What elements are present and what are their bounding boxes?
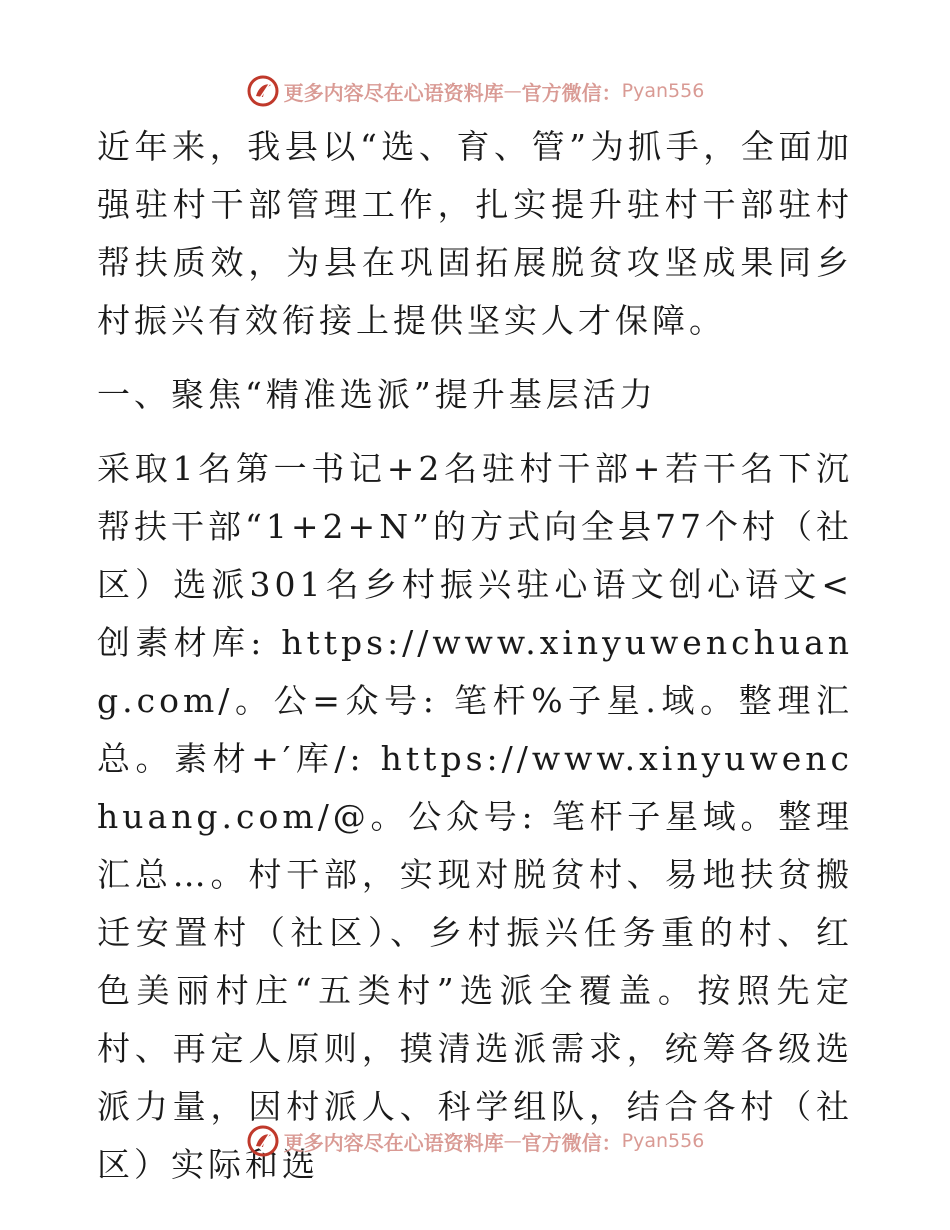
watermark-separator: — xyxy=(503,80,522,102)
watermark-wechat-label: 官方微信： xyxy=(521,80,622,105)
section-paragraph: 采取1名第一书记+2名驻村干部+若干名下沉帮扶干部“1+2+N”的方式向全县77个村（社区）选派301名乡村振兴驻心语文创心语文<创素材库: https://www.xinyuwenchuang.com/。公=众号: 笔杆%子星.域。整理汇总。素材+′库/: https://www.xinyuwenchuang.com/@。公众号: 笔杆子星域。整理汇总…。村干部，实现对脱贫村、易地扶贫搬迁安置村（社区）、乡村振兴任务重的村、红色美丽村庄“五类村”选派全覆盖。按照先定村、再定人原则，摸清选派需求，统筹各级选派力量，因村派人、科学组队，结合各村（社区）实际和选 xyxy=(97,449,853,1184)
watermark-wechat-id: Pyan556 xyxy=(621,80,705,102)
footer-watermark xyxy=(0,1121,950,1161)
logo-icon xyxy=(246,1124,280,1158)
logo-icon xyxy=(246,74,280,108)
watermark-wechat-id: Pyan556 xyxy=(621,1130,705,1152)
watermark-main-text: 更多内容尽在心语资料库 xyxy=(283,80,504,105)
section-heading: 一、聚焦“精准选派”提升基层活力 xyxy=(97,375,657,414)
intro-paragraph: 近年来，我县以“选、育、管”为抓手，全面加强驻村干部管理工作，扎实提升驻村干部驻村帮扶质效，为县在巩固拓展脱贫攻坚成果同乡村振兴有效衔接上提供坚实人才保障。 xyxy=(97,127,853,340)
header-watermark xyxy=(0,71,950,111)
watermark-main-text: 更多内容尽在心语资料库 xyxy=(283,1130,504,1155)
watermark-wechat-label: 官方微信： xyxy=(521,1130,622,1155)
watermark-separator: — xyxy=(503,1130,522,1152)
article-body xyxy=(97,118,853,1194)
